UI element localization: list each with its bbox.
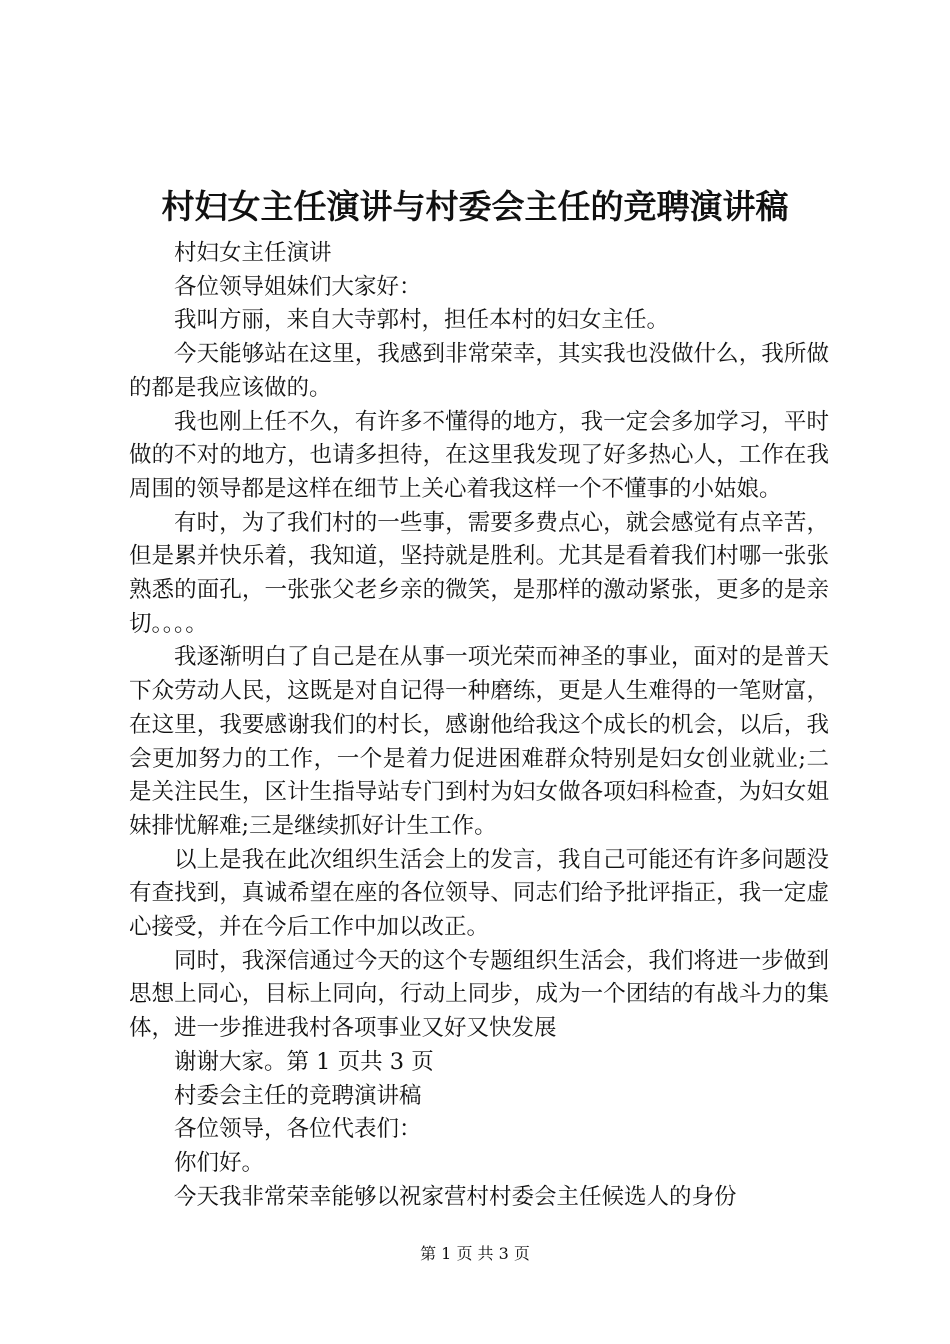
paragraph: 同时，我深信通过今天的这个专题组织生活会，我们将进一步做到思想上同心，目标上同向，行动上同步，成为一个团结的有战斗力的集体，进一步推进我村各项事业又好又快发展 [129, 947, 829, 1042]
paragraph: 村委会主任的竞聘演讲稿 [174, 1082, 422, 1109]
page-footer: 第 1 页 共 3 页 [420, 1244, 530, 1263]
paragraph: 以上是我在此次组织生活会上的发言，我自己可能还有许多问题没有查找到，真诚希望在座的各位领导、同志们给予批评指正，我一定虚心接受，并在今后工作中加以改正。 [129, 846, 829, 941]
paragraph: 谢谢大家。第 1 页共 3 页 [174, 1048, 434, 1075]
paragraph: 各位领导，各位代表们： [174, 1116, 422, 1143]
paragraph: 你们好。 [174, 1149, 265, 1176]
paragraph: 我叫方丽，来自大寺郭村，担任本村的妇女主任。 [174, 307, 670, 334]
paragraph: 我也刚上任不久，有许多不懂得的地方，我一定会多加学习，平时做的不对的地方，也请多担待，在这里我发现了好多热心人，工作在我周围的领导都是这样在细节上关心着我这样一个不懂事的小姑娘。 [129, 408, 829, 502]
paragraph: 有时，为了我们村的一些事，需要多费点心，就会感觉有点辛苦，但是累并快乐着，我知道，坚持就是胜利。尤其是看着我们村哪一张张熟悉的面孔，一张张父老乡亲的微笑，是那样的激动紧张，更多的是亲切。。。。 [129, 509, 829, 637]
document-title: 村妇女主任演讲与村委会主任的竞聘演讲稿 [161, 187, 789, 226]
paragraph: 村妇女主任演讲 [174, 240, 332, 266]
document-body [129, 237, 829, 1214]
paragraph: 今天能够站在这里，我感到非常荣幸，其实我也没做什么，我所做的都是我应该做的。 [129, 341, 829, 401]
paragraph: 我逐渐明白了自己是在从事一项光荣而神圣的事业，面对的是普天下众劳动人民，这既是对自记得一种磨练，更是人生难得的一笔财富，在这里，我要感谢我们的村长，感谢他给我这个成长的机会，以后，我会更加努力的工作，一个是着力促进困难群众特别是妇女创业就业;二是关注民生，区计生指导站专门到村为妇女做各项妇科检查，为妇女姐妹排忧解难;三是继续抓好计生工作。 [129, 644, 829, 839]
paragraph: 今天我非常荣幸能够以祝家营村村委会主任候选人的身份 [174, 1183, 737, 1210]
paragraph: 各位领导姐妹们大家好： [174, 273, 422, 300]
